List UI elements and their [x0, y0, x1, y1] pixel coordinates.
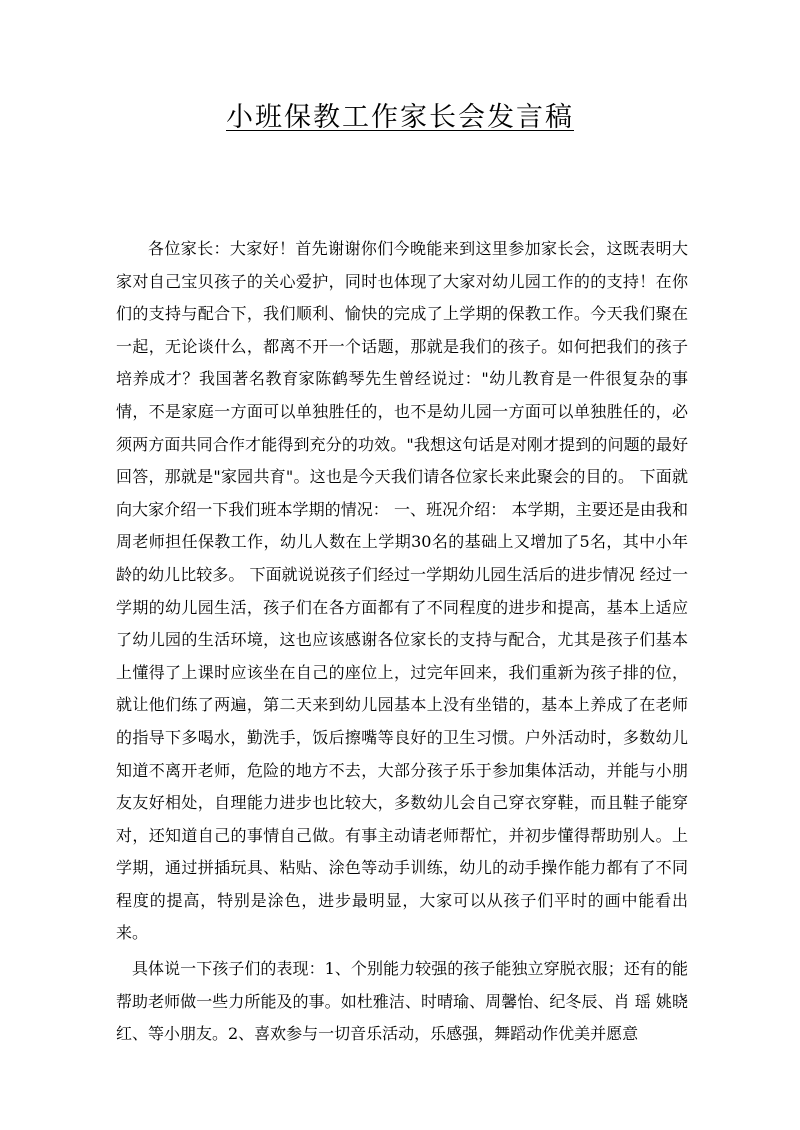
paragraph-children-performance: 具体说一下孩子们的表现：1、个别能力较强的孩子能独立穿脱衣服；还有的能帮助老师做一些力所能及的事。如杜雅洁、时晴瑜、周馨怡、纪冬辰、肖 瑶 姚晓红、等小朋友。2、喜欢参与一切音乐活动，乐感强，舞蹈动作优美并愿意	[116, 959, 688, 1044]
document-title: 小班保教工作家长会发言稿	[226, 102, 574, 133]
paragraph-opening: 各位家长：大家好！首先谢谢你们今晚能来到这里参加家长会，这既表明大家对自己宝贝孩子的关心爱护，同时也体现了大家对幼儿园工作的的支持！在你们的支持与配合下，我们顺利、愉快的完成了上学期的保教工作。今天我们聚在一起，无论谈什么，都离不开一个话题，那就是我们的孩子。如何把我们的孩子培养成才？我国著名教育家陈鹤琴先生曾经说过："幼儿教育是一件很复杂的事情，不是家庭一方面可以单独胜任的，也不是幼儿园一方面可以单独胜任的，必须两方面共同合作才能得到充分的功效。"我想这句话是对刚才提到的问题的最好回答，那就是"家园共育"。这也是今天我们请各位家长来此聚会的目的。 下面就向大家介绍一下我们班本学期的情况： 一、班况介绍： 本学期，主要还是由我和周老师担任保教工作，幼儿人数在上学期30名的基础上又增加了5名，其中小年龄的幼儿比较多。 下面就说说孩子们经过一学期幼儿园生活后的进步情况 经过一学期的幼儿园生活，孩子们在各方面都有了不同程度的进步和提高，基本上适应了幼儿园的生活环境，这也应该感谢各位家长的支持与配合，尤其是孩子们基本上懂得了上课时应该坐在自己的座位上，过完年回来，我们重新为孩子排的位，就让他们练了两遍，第二天来到幼儿园基本上没有坐错的，基本上养成了在老师的指导下多喝水，勤洗手，饭后擦嘴等良好的卫生习惯。户外活动时，多数幼儿知道不离开老师，危险的地方不去，大部分孩子乐于参加集体活动，并能与小朋友友好相处，自理能力进步也比较大，多数幼儿会自己穿衣穿鞋，而且鞋子能穿对，还知道自己的事情自己做。有事主动请老师帮忙，并初步懂得帮助别人。上学期，通过拼插玩具、粘贴、涂色等动手训练，幼儿的动手操作能力都有了不同程度的提高，特别是涂色，进步最明显，大家可以从孩子们平时的画中能看出来。	[116, 239, 688, 943]
document-body	[116, 233, 688, 1051]
